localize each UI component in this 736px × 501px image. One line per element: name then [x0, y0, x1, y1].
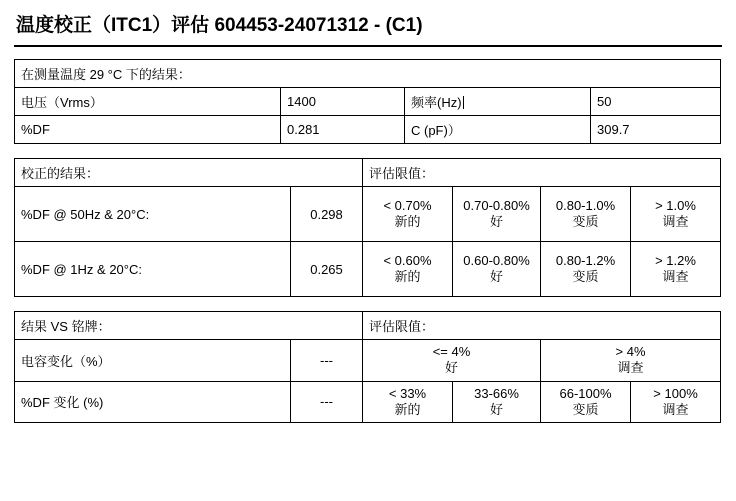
limit-cell: 0.80-1.2% 变质 [541, 242, 631, 297]
spacer [14, 144, 722, 158]
limit-cell: 0.80-1.0% 变质 [541, 187, 631, 242]
measurement-table [14, 59, 721, 144]
corrected-row-label: %DF @ 50Hz & 20°C: [15, 187, 291, 242]
nameplate-row-value: --- [291, 340, 363, 382]
corrected-row-label: %DF @ 1Hz & 20°C: [15, 242, 291, 297]
corrected-row-value: 0.298 [291, 187, 363, 242]
page-title: 温度校正（ITC1）评估 604453-24071312 - (C1) [16, 15, 423, 36]
limit-cell: < 0.70% 新的 [363, 187, 453, 242]
capacitance-value: 309.7 [591, 116, 721, 144]
corrected-header-left: 校正的结果： [15, 159, 363, 187]
limit-cell: 33-66% 好 [453, 381, 541, 423]
table-row [15, 159, 721, 187]
limit-cell: < 0.60% 新的 [363, 242, 453, 297]
table-row [15, 187, 721, 242]
nameplate-row-label: 电容变化（%） [15, 340, 291, 382]
table-row [15, 312, 721, 340]
table-row [15, 88, 721, 116]
limit-cell: 66-100% 变质 [541, 381, 631, 423]
table-row [15, 242, 721, 297]
voltage-value: 1400 [281, 88, 405, 116]
limit-cell: > 1.2% 调查 [631, 242, 721, 297]
voltage-label: 电压（Vrms） [15, 88, 281, 116]
capacitance-label: C (pF)） [405, 116, 591, 144]
df-value: 0.281 [281, 116, 405, 144]
nameplate-row-label: %DF 变化 (%) [15, 381, 291, 423]
limit-cell: < 33% 新的 [363, 381, 453, 423]
corrected-row-value: 0.265 [291, 242, 363, 297]
table-row [15, 381, 721, 423]
corrected-header-right: 评估限值： [363, 159, 721, 187]
spacer [14, 297, 722, 311]
table-row [15, 340, 721, 382]
table-row [15, 116, 721, 144]
corrected-results-table [14, 158, 721, 297]
measurement-header: 在测量温度 29 °C 下的结果： [15, 60, 721, 88]
nameplate-header-left: 结果 VS 铭牌： [15, 312, 363, 340]
title-divider [14, 45, 722, 47]
nameplate-row-value: --- [291, 381, 363, 423]
frequency-value: 50 [591, 88, 721, 116]
limit-cell: 0.70-0.80% 好 [453, 187, 541, 242]
limit-cell: > 4% 调查 [541, 340, 721, 382]
limit-cell: > 100% 调查 [631, 381, 721, 423]
frequency-label: 频率(Hz) [405, 88, 591, 116]
df-label: %DF [15, 116, 281, 144]
text-cursor [463, 96, 464, 109]
table-row [15, 60, 721, 88]
limit-cell: <= 4% 好 [363, 340, 541, 382]
nameplate-comparison-table [14, 311, 721, 423]
limit-cell: > 1.0% 调查 [631, 187, 721, 242]
limit-cell: 0.60-0.80% 好 [453, 242, 541, 297]
nameplate-header-right: 评估限值： [363, 312, 721, 340]
